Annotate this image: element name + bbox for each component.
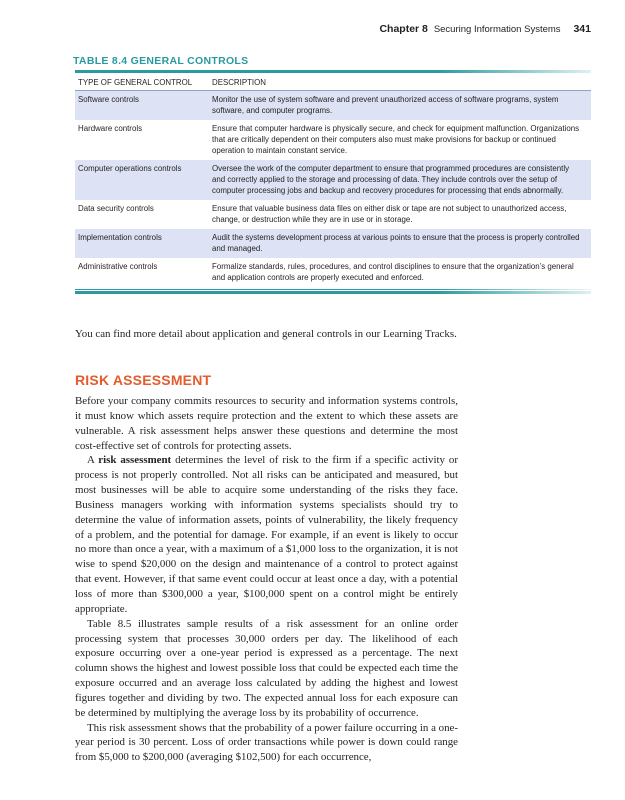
table-row [75, 200, 591, 229]
table-header-row [75, 73, 591, 90]
control-description-cell: Oversee the work of the computer department to ensure that programmed procedures are consistently and correctly applied to the storage and processing of data. They include controls over the setup of computer processing jobs and backup and recovery procedures for processing that ends abnormally. [212, 164, 570, 195]
paragraph-2-lead: A [87, 454, 99, 467]
paragraph-4: This risk assessment shows that the probability of a power failure occurring in a one-year period is 30 percent. Loss of order transactions while power is down could range from $5,000 to $200,000 (averaging $102,500) for each occurrence, [75, 721, 458, 764]
column-header-type: TYPE OF GENERAL CONTROL [78, 78, 193, 87]
control-type-cell: Hardware controls [78, 124, 143, 133]
table-body [75, 90, 591, 287]
control-type-cell: Software controls [78, 95, 139, 104]
general-controls-table [75, 55, 591, 294]
table-title-text: GENERAL CONTROLS [130, 55, 249, 67]
table-bottom-rule-thick [75, 291, 591, 294]
table-row [75, 120, 591, 160]
table-row [75, 258, 591, 287]
paragraph-1: Before your company commits resources to security and information systems controls, it must know which assets require protection and the extent to which these assets are vulnerable. A risk assessment helps answer these questions and determine the most cost-effective set of controls for protecting assets. [75, 395, 458, 452]
page-number: 341 [573, 23, 591, 35]
section-heading: RISK ASSESSMENT [75, 372, 212, 388]
running-head [379, 23, 591, 35]
control-type-cell: Implementation controls [78, 233, 162, 242]
table-label: TABLE 8.4 [73, 55, 128, 67]
control-description-cell: Ensure that valuable business data files on either disk or tape are not subject to unauthorized access, change, or destruction while they are in use or in storage. [212, 204, 567, 224]
table-row [75, 91, 591, 120]
chapter-label: Chapter 8 [379, 23, 428, 35]
paragraph-2 [75, 453, 458, 616]
table-title [73, 55, 591, 69]
intro-paragraph: You can find more detail about application and general controls in our Learning Tracks. [75, 328, 457, 340]
control-description-cell: Ensure that computer hardware is physically secure, and check for equipment malfunction. Organizations that are critically dependent on their computers also must make provisions for backup or continued operation to maintain constant service. [212, 124, 580, 155]
intro-paragraph-block [75, 327, 458, 342]
key-term: risk assessment [98, 454, 172, 467]
body-text [75, 394, 458, 765]
control-type-cell: Administrative controls [78, 262, 158, 271]
table-row [75, 229, 591, 258]
control-description-cell: Formalize standards, rules, procedures, and control disciplines to ensure that the organization’s general and application controls are properly executed and enforced. [212, 262, 574, 282]
table-bottom-rule [75, 289, 591, 290]
column-header-description: DESCRIPTION [212, 78, 266, 87]
paragraph-3: Table 8.5 illustrates sample results of a risk assessment for an online order processing system that processes 30,000 orders per day. The likelihood of each exposure occurring over a one-year period is expressed as a percentage. The next column shows the highest and lowest possible loss that could be expected each time the exposure occurred and an average loss calculated by adding the highest and lowest figures together and dividing by two. The expected annual loss for each exposure can be determined by multiplying the average loss by its probability of occurrence. [75, 617, 458, 719]
paragraph-2-rest: determines the level of risk to the firm if a specific activity or process is not properly controlled. Not all risks can be anticipated and measured, but most businesses will be able to acquire some understanding of the risks they face. Business managers working with information systems specialists should try to determine the value of information assets, points of vulnerability, the likely frequency of a problem, and the potential for damage. For example, if an event is likely to occur no more than once a year, with a maximum of a $1,000 loss to the organization, it is not wise to spend $20,000 on the design and maintenance of a control to protect against that event. However, if that same event could occur at least once a day, with a potential loss of more than $300,000 a year, $100,000 spent on a control might be entirely appropriate. [75, 454, 458, 615]
table-row [75, 160, 591, 200]
control-type-cell: Data security controls [78, 204, 154, 213]
control-description-cell: Audit the systems development process at various points to ensure that the process is properly controlled and managed. [212, 233, 580, 253]
control-type-cell: Computer operations controls [78, 164, 182, 173]
section-label: Securing Information Systems [433, 24, 561, 35]
control-description-cell: Monitor the use of system software and prevent unauthorized access of software programs, system software, and computer programs. [212, 95, 559, 115]
